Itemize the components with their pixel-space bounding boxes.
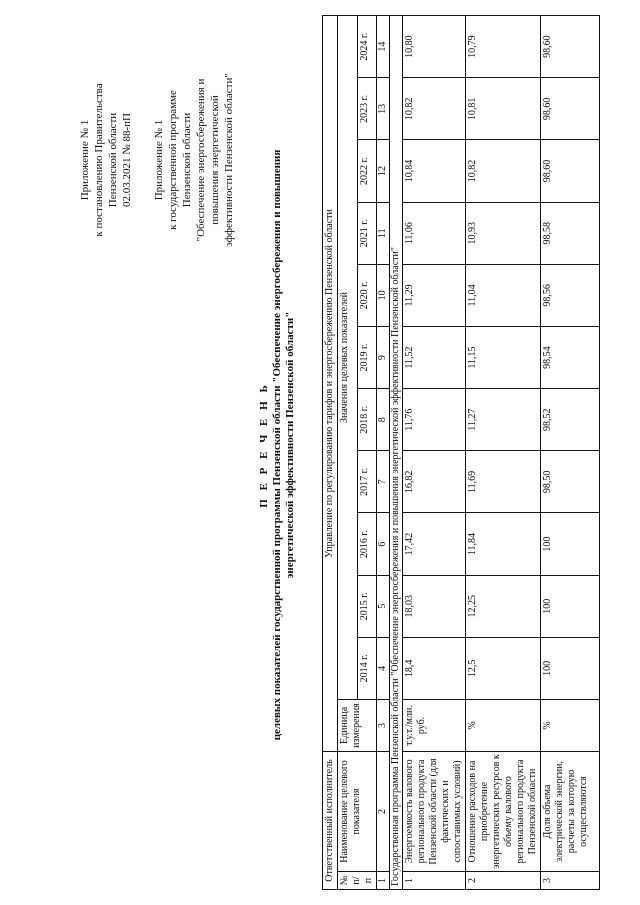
responsible-value: Управление по регулированию тарифов и энергосбережению Пензенской области <box>323 16 338 752</box>
col-header-unit: Единица измерения <box>338 700 377 752</box>
appendix2-line5: повышения энергетической <box>209 95 221 225</box>
year-header: 2019 г. <box>357 326 377 388</box>
value-cell: 98,54 <box>541 326 600 388</box>
column-numbers-row <box>377 16 390 890</box>
year-header: 2021 г. <box>357 202 377 264</box>
value-cell: 98,56 <box>541 264 600 326</box>
table-row <box>466 16 541 890</box>
column-number: 9 <box>377 326 390 388</box>
appendix1-line2: к постановлению Правительства <box>93 83 105 237</box>
indicators-table <box>322 15 600 890</box>
value-cell: 11,76 <box>403 389 466 451</box>
value-cell: 11,84 <box>466 513 541 575</box>
appendix2-line3: Пензенской области <box>181 112 193 208</box>
year-header: 2014 г. <box>357 637 377 699</box>
appendix2-line4: "Обеспечение энергосбережения и <box>195 78 207 242</box>
column-number: 10 <box>377 264 390 326</box>
indicator-name: Отношение расходов на приобретение энергетических ресурсов к объему валового регионального продукта Пензенской области <box>466 752 541 872</box>
unit-cell: % <box>541 700 600 752</box>
responsible-label: Ответственный исполнитель <box>323 752 338 890</box>
indicator-name: Доля объема электрической энергии, расчеты за которую осуществляются <box>541 752 600 872</box>
table-row <box>403 16 466 890</box>
year-header: 2017 г. <box>357 451 377 513</box>
value-cell: 11,52 <box>403 326 466 388</box>
column-number: 7 <box>377 451 390 513</box>
column-number: 8 <box>377 389 390 451</box>
value-cell: 10,82 <box>466 140 541 202</box>
col-header-no: № п/п <box>338 872 377 890</box>
value-cell: 98,60 <box>541 16 600 78</box>
unit-cell: т.у.т./млн. руб. <box>403 700 466 752</box>
value-cell: 12,5 <box>466 637 541 699</box>
value-cell: 98,50 <box>541 451 600 513</box>
program-row <box>390 16 403 890</box>
value-cell: 18,4 <box>403 637 466 699</box>
value-cell: 11,69 <box>466 451 541 513</box>
value-cell: 11,04 <box>466 264 541 326</box>
appendix-to-program <box>152 55 236 265</box>
column-number: 14 <box>377 16 390 78</box>
document-title <box>258 125 297 765</box>
value-cell: 100 <box>541 637 600 699</box>
table-row <box>541 16 600 890</box>
year-header: 2015 г. <box>357 575 377 637</box>
appendix1-line1: Приложение № 1 <box>79 119 91 201</box>
column-number: 5 <box>377 575 390 637</box>
value-cell: 11,15 <box>466 326 541 388</box>
title-heading: П Е Р Е Ч Е Н Ь <box>258 382 270 508</box>
value-cell: 98,58 <box>541 202 600 264</box>
value-cell: 12,25 <box>466 575 541 637</box>
year-header: 2022 г. <box>357 140 377 202</box>
value-cell: 11,06 <box>403 202 466 264</box>
value-cell: 100 <box>541 513 600 575</box>
value-cell: 18,03 <box>403 575 466 637</box>
year-header: 2020 г. <box>357 264 377 326</box>
value-cell: 10,79 <box>466 16 541 78</box>
column-number: 12 <box>377 140 390 202</box>
row-number: 1 <box>403 872 466 890</box>
appendix2-line1: Приложение № 1 <box>153 119 165 201</box>
indicator-name: Энергоемкость валового регионального продукта Пензенской области (для фактических и сопоставимых условий) <box>403 752 466 872</box>
appendix2-line2: к государственной программе <box>167 90 179 230</box>
column-number: 13 <box>377 78 390 140</box>
year-header: 2024 г. <box>357 16 377 78</box>
col-header-name: Наименование целевого показателя <box>338 752 377 872</box>
year-header: 2018 г. <box>357 389 377 451</box>
unit-cell: % <box>466 700 541 752</box>
column-number: 4 <box>377 637 390 699</box>
col-header-values: Значения целевых показателей <box>338 16 358 700</box>
appendix1-line4: 02.03.2021 № 88-пП <box>121 113 133 207</box>
value-cell: 10,93 <box>466 202 541 264</box>
value-cell: 10,82 <box>403 78 466 140</box>
title-line3: энергетической эффективности Пензенской области" <box>284 311 296 579</box>
title-line2: целевых показателей государственной программы Пензенской области "Обеспечение энергосбережения и повышения <box>271 149 283 741</box>
value-cell: 11,27 <box>466 389 541 451</box>
column-number: 3 <box>377 700 390 752</box>
column-number: 6 <box>377 513 390 575</box>
value-cell: 98,52 <box>541 389 600 451</box>
column-number: 11 <box>377 202 390 264</box>
column-number: 2 <box>377 752 390 872</box>
value-cell: 98,60 <box>541 140 600 202</box>
value-cell: 17,42 <box>403 513 466 575</box>
header-row <box>338 16 358 890</box>
responsible-row <box>323 16 338 890</box>
appendix1-line3: Пензенской области <box>107 112 119 208</box>
value-cell: 100 <box>541 575 600 637</box>
column-number: 1 <box>377 872 390 890</box>
value-cell: 10,81 <box>466 78 541 140</box>
row-number: 3 <box>541 872 600 890</box>
year-header: 2016 г. <box>357 513 377 575</box>
appendix2-line6: эффективности Пензенской области" <box>223 73 235 247</box>
table-body <box>403 16 600 890</box>
row-number: 2 <box>466 872 541 890</box>
appendix-to-resolution <box>78 65 134 255</box>
value-cell: 98,60 <box>541 78 600 140</box>
value-cell: 16,82 <box>403 451 466 513</box>
value-cell: 11,29 <box>403 264 466 326</box>
program-name: Государственная программа Пензенской области "Обеспечение энергосбережения и повышения энергетической эффективности Пензенской области" <box>390 16 403 890</box>
value-cell: 10,84 <box>403 140 466 202</box>
year-header: 2023 г. <box>357 78 377 140</box>
value-cell: 10,80 <box>403 16 466 78</box>
